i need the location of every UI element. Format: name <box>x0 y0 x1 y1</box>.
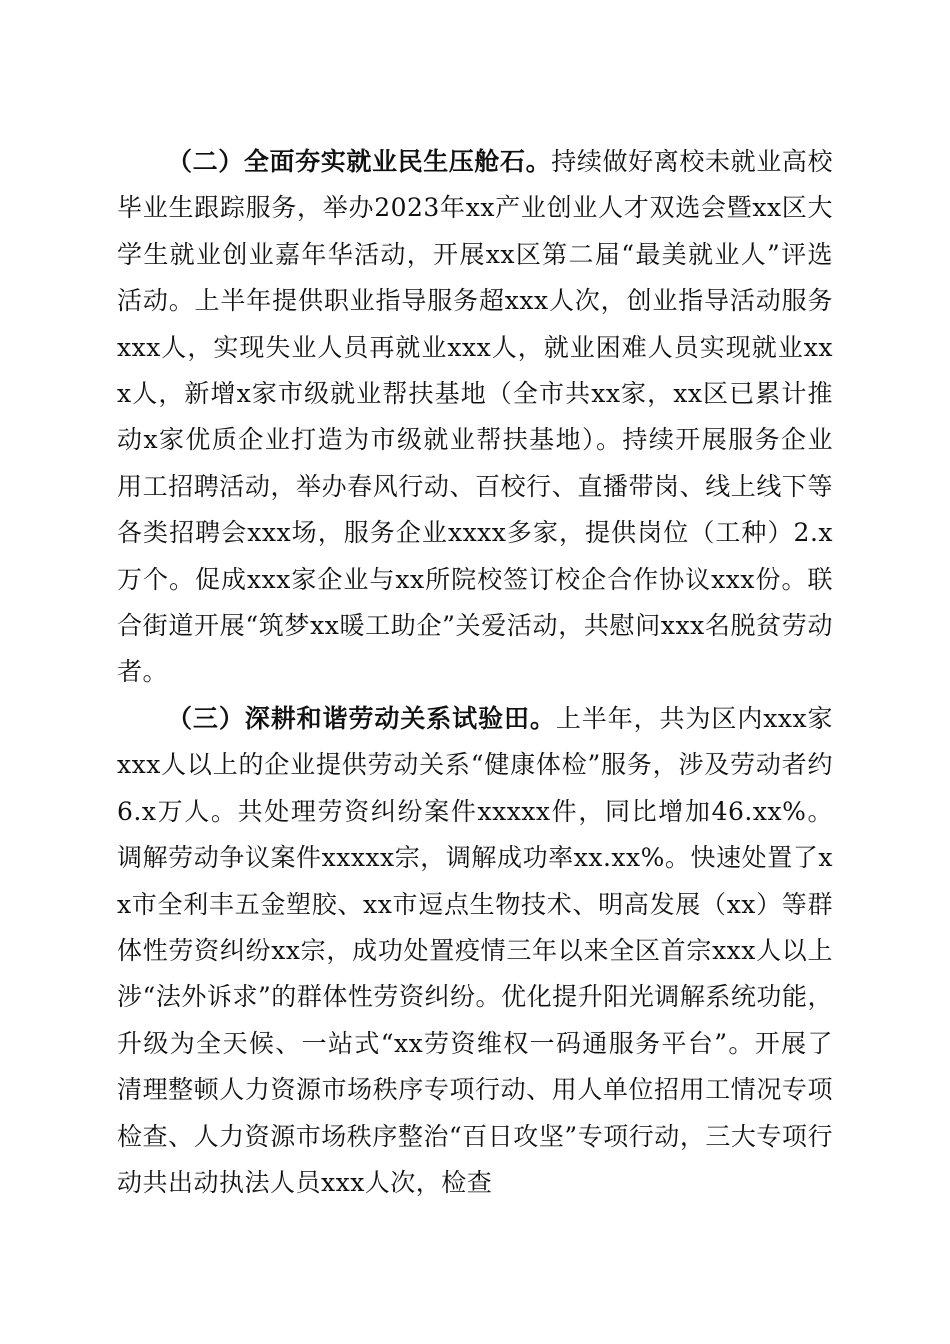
paragraph-heading: （三）深耕和谐劳动关系试验田。 <box>167 703 556 733</box>
paragraph-labor-relations <box>117 696 833 1206</box>
document-page <box>117 139 833 1206</box>
paragraph-body: 持续做好离校未就业高校毕业生跟踪服务，举办2023年xx产业创业人才双选会暨xx区大学生就业创业嘉年华活动，开展xx区第二届“最美就业人”评选活动。上半年提供职业指导服务超xxx人次，创业指导活动服务xxx人，实现失业人员再就业xxx人，就业困难人员实现就业xxx人，新增x家市级就业帮扶基地（全市共xx家，xx区已累计推动x家优质企业打造为市级就业帮扶基地）。持续开展服务企业用工招聘活动，举办春风行动、百校行、直播带岗、线上线下等各类招聘会xxx场，服务企业xxxx多家，提供岗位（工种）2.x万个。促成xxx家企业与xx所院校签订校企合作协议xxx份。联合街道开展“筑梦xx暖工助企”关爱活动，共慰问xxx名脱贫劳动者。 <box>117 147 833 687</box>
paragraph-body: 上半年，共为区内xxx家xxx人以上的企业提供劳动关系“健康体检”服务，涉及劳动者约6.x万人。共处理劳资纠纷案件xxxxx件，同比增加46.xx%。调解劳动争议案件xxxxx宗，调解成功率xx.xx%。快速处置了xx市全利丰五金塑胶、xx市逗点生物技术、明高发展（xx）等群体性劳资纠纷xx宗，成功处置疫情三年以来全区首宗xxx人以上涉“法外诉求”的群体性劳资纠纷。优化提升阳光调解系统功能，升级为全天候、一站式“xx劳资维权一码通服务平台”。开展了清理整顿人力资源市场秩序专项行动、用人单位招用工情况专项检查、人力资源市场秩序整治“百日攻坚”专项行动，三大专项行动共出动执法人员xxx人次，检查 <box>117 703 833 1197</box>
paragraph-employment <box>117 139 833 696</box>
paragraph-heading: （二）全面夯实就业民生压舱石。 <box>167 147 552 176</box>
